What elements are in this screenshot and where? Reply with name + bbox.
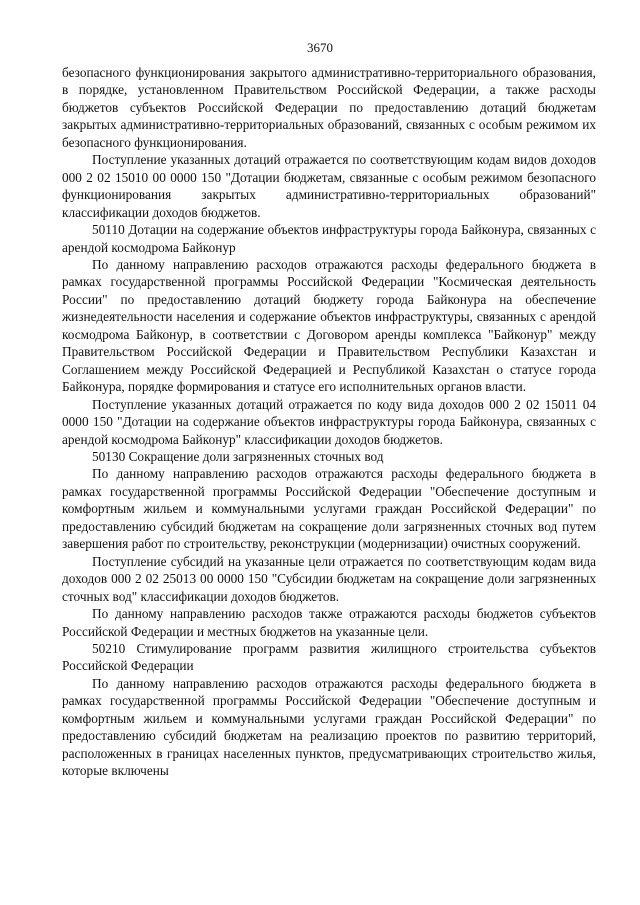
document-body <box>62 64 596 780</box>
paragraph: По данному направлению расходов отражаются расходы федерального бюджета в рамках государственной программы Российской Федерации "Обеспечение доступным и комфортным жильем и коммунальными услугами граждан Российской Федерации" по предоставлению субсидий бюджетам на реализацию проектов по развитию территорий, расположенных в границах населенных пунктов, предусматривающих строительство жилья, которые включены <box>62 675 596 779</box>
section-heading: 50130 Сокращение доли загрязненных сточных вод <box>92 448 384 464</box>
page-number: 3670 <box>307 40 333 55</box>
paragraph: По данному направлению расходов отражаются расходы федерального бюджета в рамках государственной программы Российской Федерации "Обеспечение доступным и комфортным жильем и коммунальными услугами граждан Российской Федерации" по предоставлению субсидий бюджетам на сокращение доли загрязненных сточных вод путем завершения работ по строительству, реконструкции (модернизации) очистных сооружений. <box>62 466 596 552</box>
section-heading: 50210 Стимулирование программ развития жилищного строительства субъектов Российской Федерации <box>62 640 596 674</box>
paragraph: Поступление субсидий на указанные цели отражается по соответствующим кодам вида доходов 000 2 02 25013 00 0000 150 "Субсидии бюджетам на сокращение доли загрязненных сточных вод" классификации доходов бюджетов. <box>62 553 596 604</box>
paragraph: По данному направлению расходов отражаются расходы федерального бюджета в рамках государственной программы Российской Федерации "Космическая деятельность России" по предоставлению дотаций бюджету города Байконура на обеспечение жизнедеятельности населения и содержание объектов инфраструктуры, связанных с арендой космодрома Байконур, в соответствии с Договором аренды комплекса "Байконур" между Правительством Российской Федерации и Правительством Республики Казахстан и Соглашением между Российской Федерацией и Республикой Казахстан о статусе города Байконура, порядке формирования и статусе его исполнительных органов власти. <box>62 256 596 395</box>
paragraph: Поступление указанных дотаций отражается по соответствующим кодам видов доходов 000 2 02 15010 00 0000 150 "Дотации бюджетам, связанные с особым режимом безопасного функционирования закрытых административно-территориальных образований" классификации доходов бюджетов. <box>62 152 596 220</box>
paragraph: По данному направлению расходов также отражаются расходы бюджетов субъектов Российской Федерации и местных бюджетов на указанные цели. <box>62 606 596 639</box>
section-heading: 50110 Дотации на содержание объектов инфраструктуры города Байконура, связанных с арендой космодрома Байконур <box>62 222 596 255</box>
paragraph: Поступление указанных дотаций отражается по коду вида доходов 000 2 02 15011 04 0000 150 "Дотации на содержание объектов инфраструктуры города Байконура, связанных с арендой космодрома Байконур" классификации доходов бюджетов. <box>62 396 596 447</box>
paragraph: безопасного функционирования закрытого административно-территориального образования, в порядке, установленном Правительством Российской Федерации, а также расходы бюджетов субъектов Российской Федерации по предоставлению дотаций бюджетам закрытых административно-территориальных образований, связанных с особым режимом их безопасного функционирования. <box>62 65 596 150</box>
